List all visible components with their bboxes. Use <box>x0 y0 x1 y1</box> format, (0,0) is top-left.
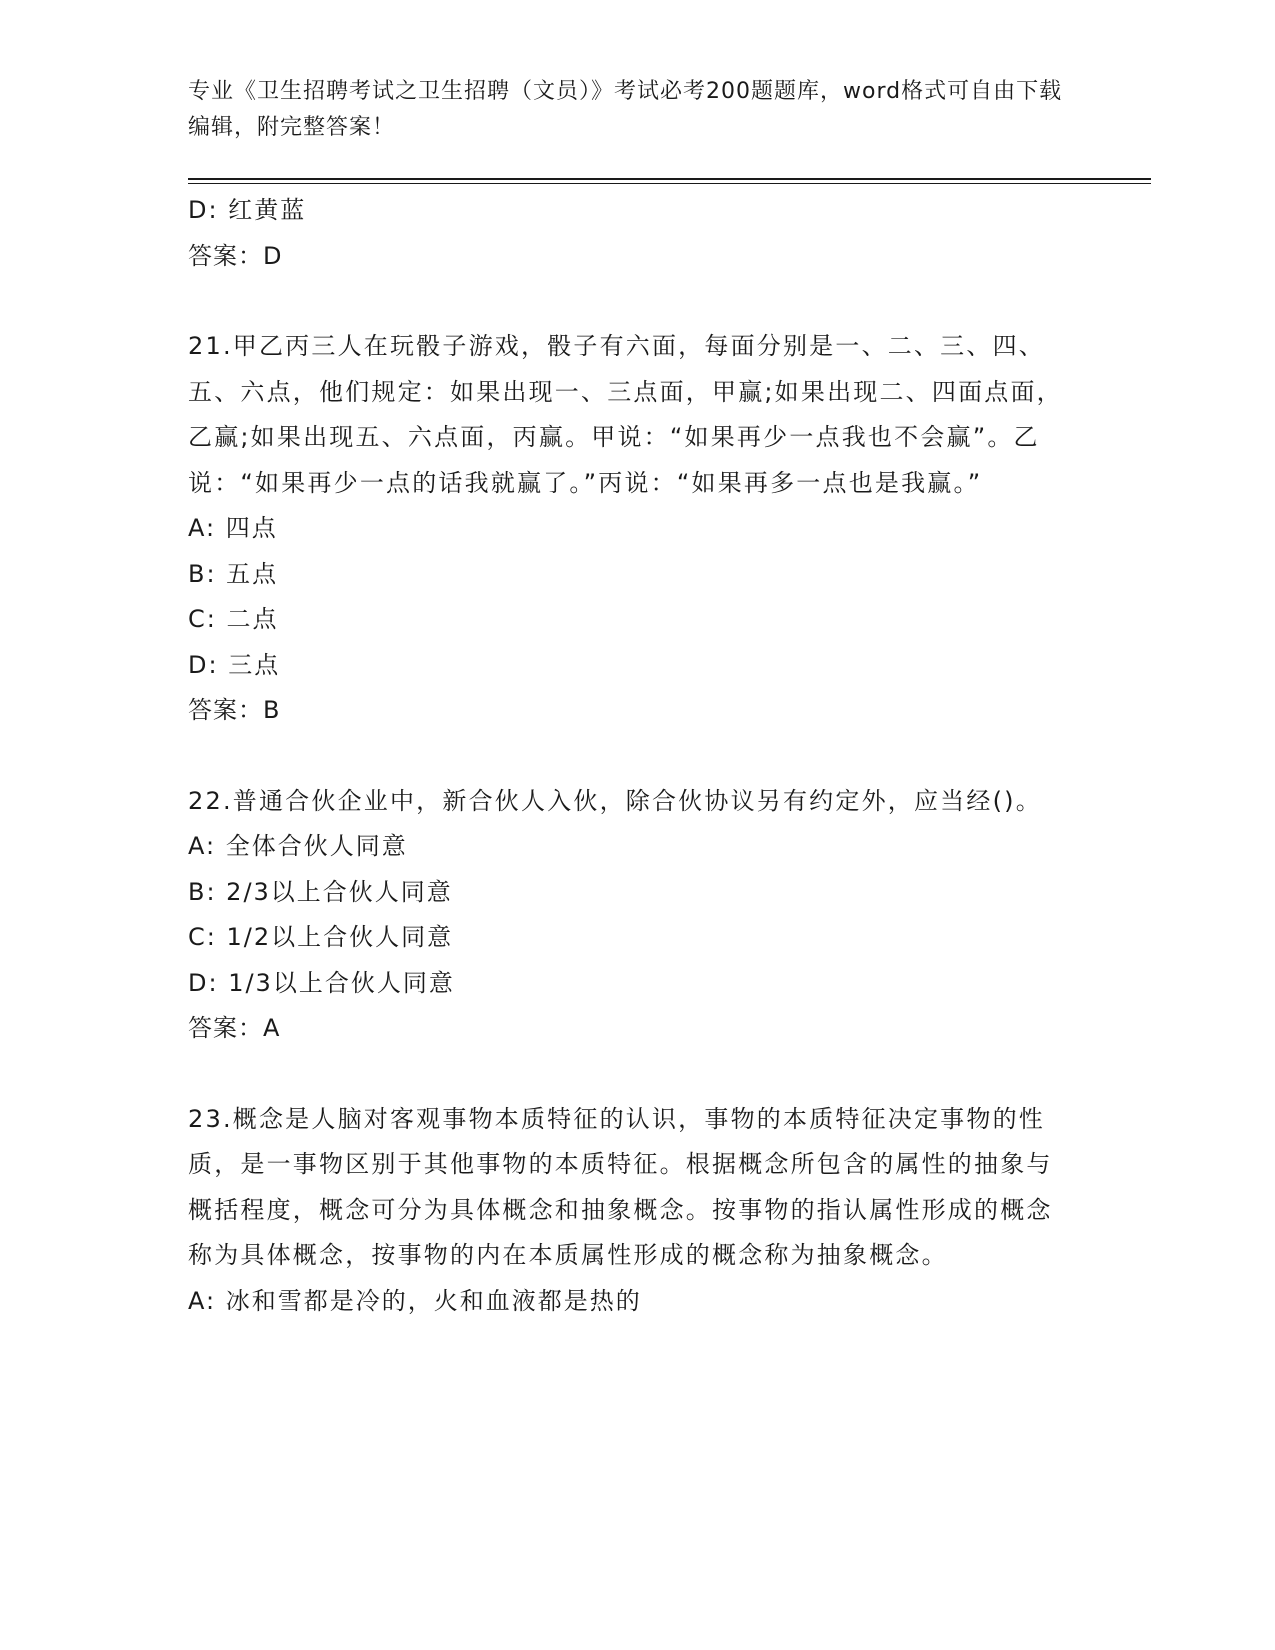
question-22-option-c: C: 1/2以上合伙人同意 <box>188 923 454 951</box>
header-rule-thick <box>188 178 1151 180</box>
question-22-option-b: B: 2/3以上合伙人同意 <box>188 877 453 906</box>
document-content <box>188 188 1088 1324</box>
question-22-option-d: D: 1/3以上合伙人同意 <box>188 968 455 997</box>
question-22-answer: 答案：A <box>188 1014 281 1042</box>
question-21-option-b: B: 五点 <box>188 559 279 588</box>
question-21-option-a: A: 四点 <box>188 514 278 542</box>
page-header: 专业《卫生招聘考试之卫生招聘（文员）》考试必考200题题库，word格式可自由下载编辑，附完整答案！ <box>188 79 1063 140</box>
answer-line: 答案：D <box>188 241 283 270</box>
option-d: D: 红黄蓝 <box>188 196 307 224</box>
header-rule-thin <box>188 183 1151 184</box>
question-21-answer: 答案：B <box>188 696 281 724</box>
question-23-option-a: A: 冰和雪都是冷的，火和血液都是热的 <box>188 1286 642 1315</box>
question-21-option-c: C: 二点 <box>188 605 279 633</box>
question-22-text: 22.普通合伙企业中，新合伙人入伙，除合伙协议另有约定外，应当经()。 <box>188 786 1042 815</box>
question-23-text: 23.概念是人脑对客观事物本质特征的认识，事物的本质特征决定事物的性质，是一事物区别于其他事物的本质特征。根据概念所包含的属性的抽象与概括程度，概念可分为具体概念和抽象概念。按事物的指认属性形成的概念称为具体概念，按事物的内在本质属性形成的概念称为抽象概念。 <box>188 1104 1053 1269</box>
question-21-option-d: D: 三点 <box>188 650 281 679</box>
question-22-option-a: A: 全体合伙人同意 <box>188 832 408 860</box>
question-21-text: 21.甲乙丙三人在玩骰子游戏，骰子有六面，每面分别是一、二、三、四、五、六点，他们规定：如果出现一、三点面，甲赢;如果出现二、四面点面，乙赢;如果出现五、六点面，丙赢。甲说：“如果再少一点我也不会赢”。乙说：“如果再少一点的话我就赢了。”丙说：“如果再多一点也是我赢。” <box>188 332 1063 497</box>
